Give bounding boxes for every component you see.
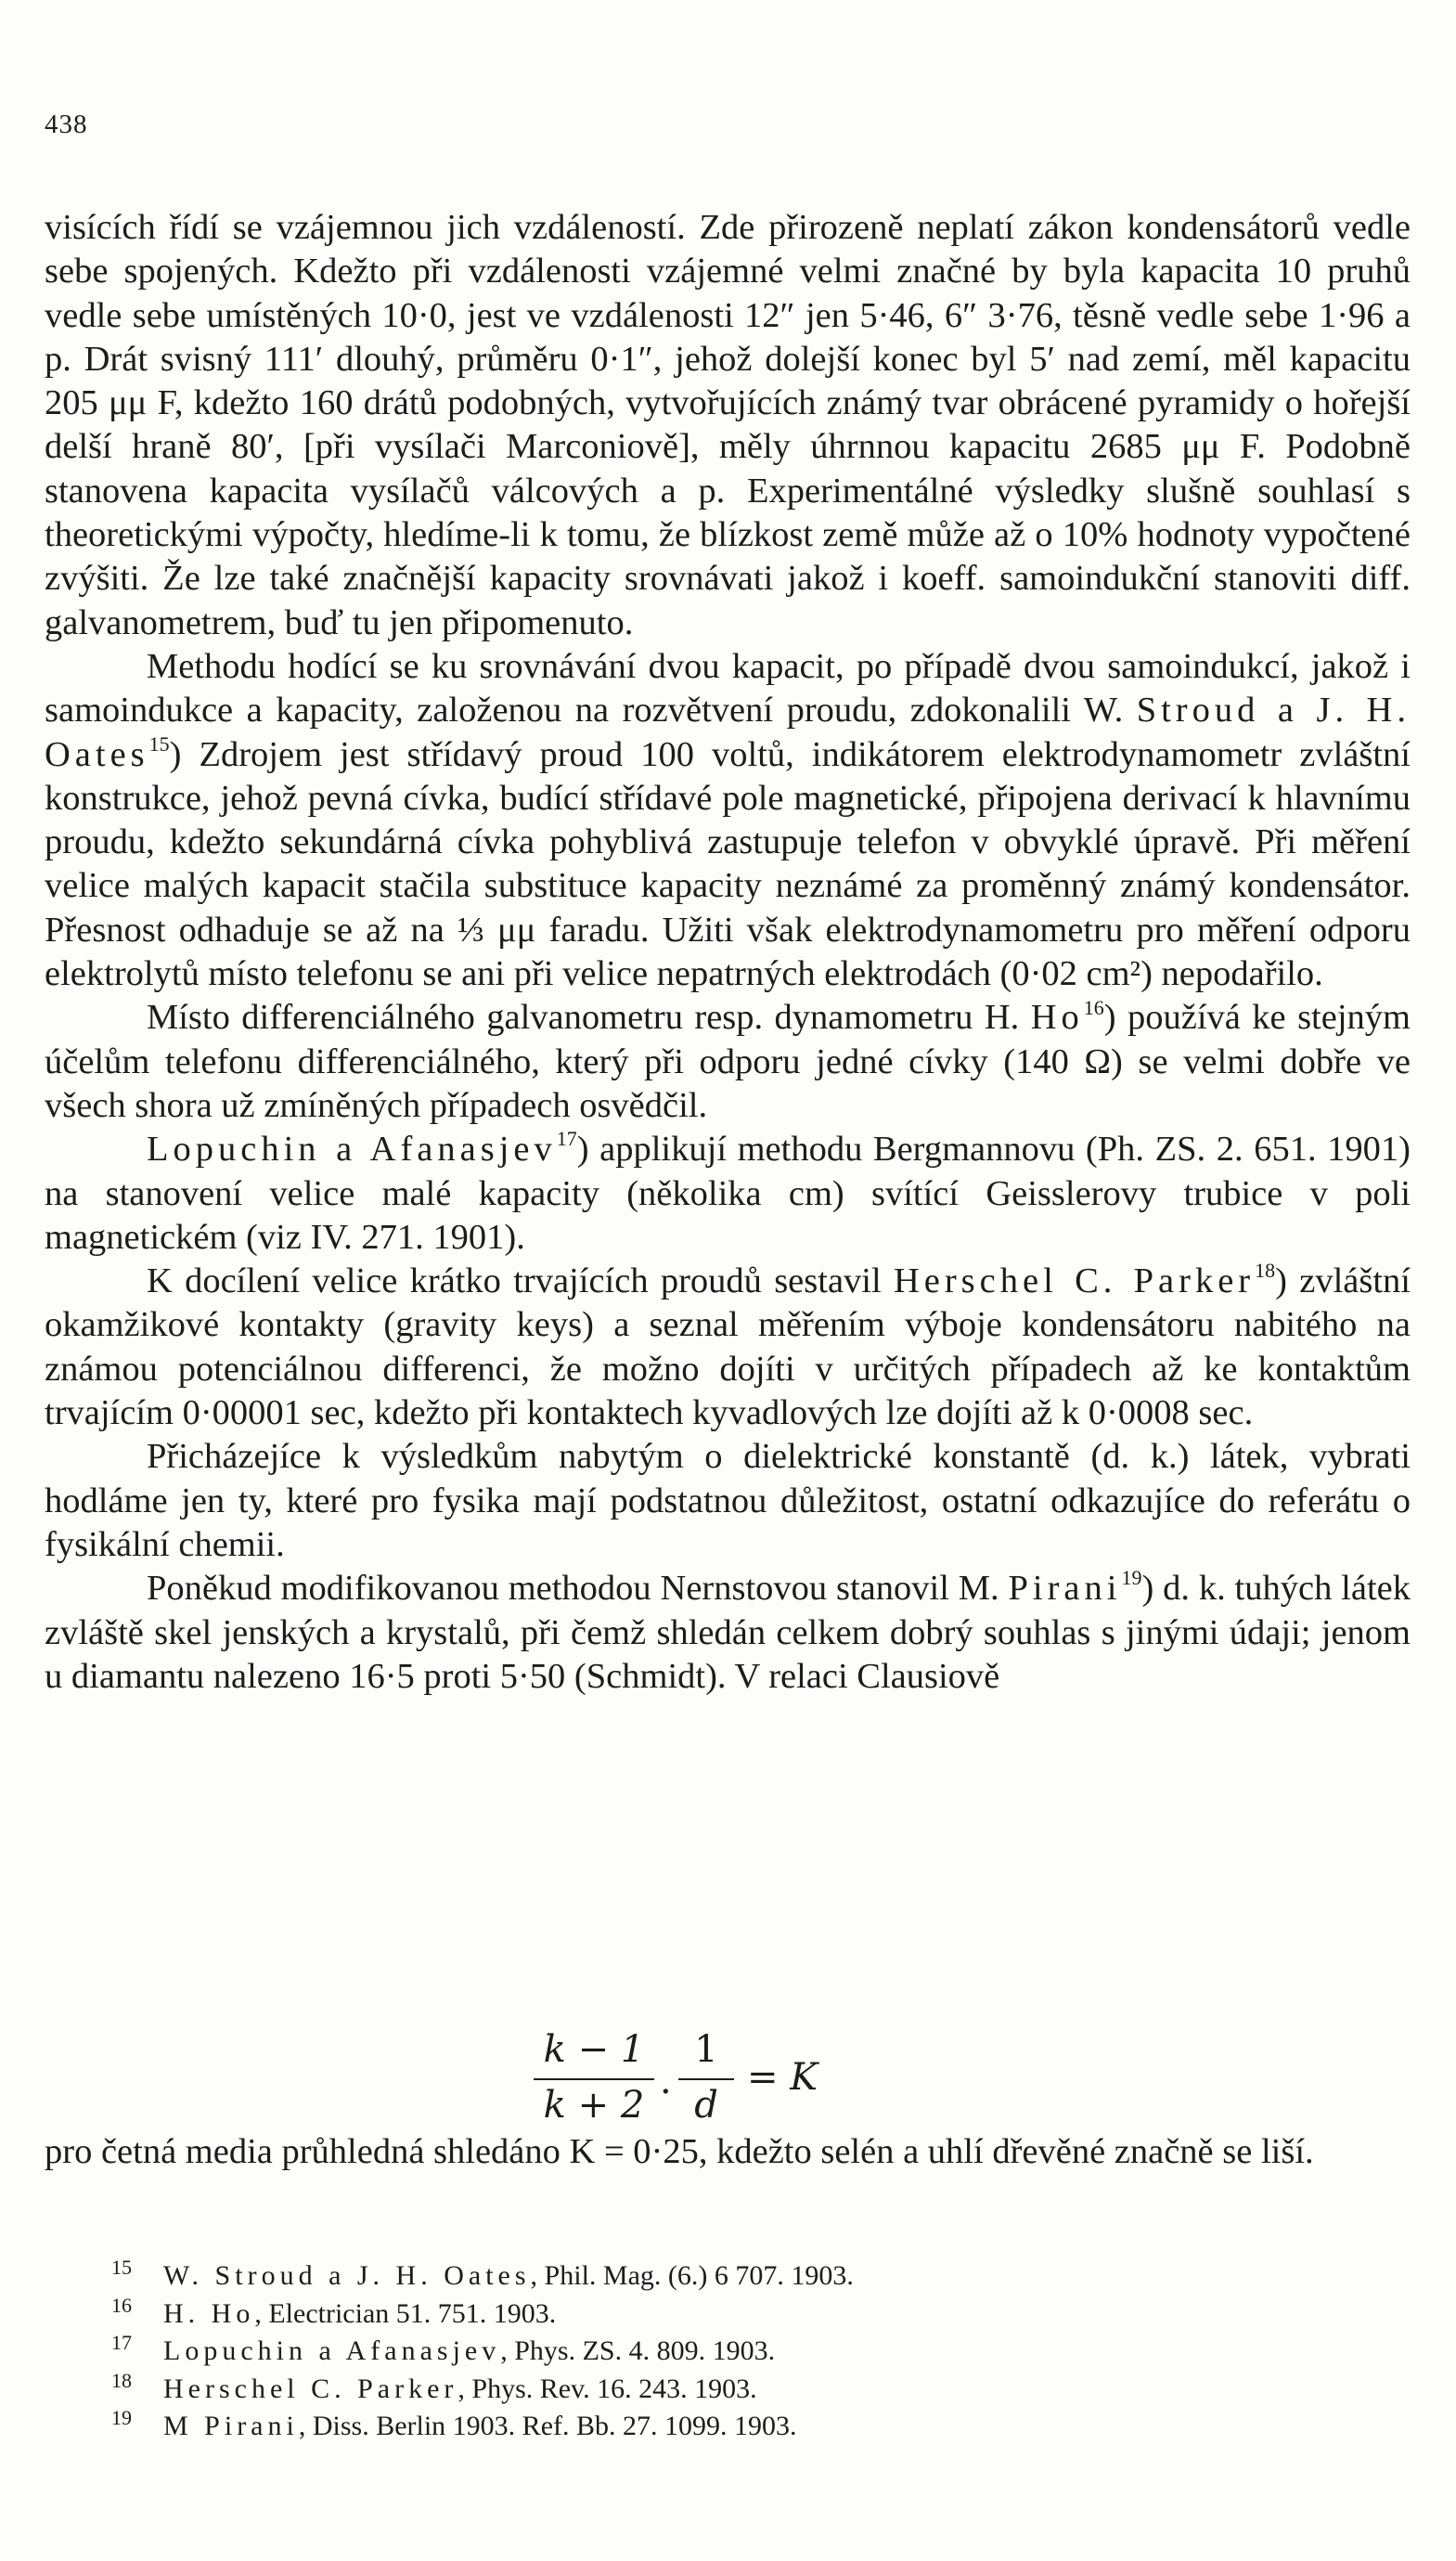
- footnote-author: M Pirani: [163, 2411, 299, 2441]
- footnote-ref: 16: [1083, 995, 1104, 1019]
- paragraph-1-text-a: visících řídí se vzájemnou jich vzdáleností. Zde přirozeně neplatí zákon kondensátorů vedle sebe spojených. Kdežto při vzdálenosti vzájemné velmi značné by byla kapacita 10 pruhů vedle sebe umístěných 10·0, jest ve vzdálenosti 12″ jen 5·46, 6″ 3·76, těsně vedle sebe 1·96 a p. Drát svisný 111′ dlouhý, průměru 0·1″, jehož dolejší konec byl 5′ nad zemí, měl kapacitu 205 μμ F, kdežto 160 drátů podobných, vytvořujících známý tvar obrácené pyramidy o hořejší delší hraně 80′, [při vysílači Marconiově], měly úhrnnou kapacitu 2685 μμ F. Podobně stanovena kapacita vysílačů válcových a p. Experimentálné výsledky slušně souhlasí s theoretickými výpočty, hledíme-li k tomu, že blízkost země může až o 10%: [45, 208, 1411, 555]
- paragraph-5: [45, 1260, 1411, 1435]
- paragraph-2: [45, 645, 1411, 996]
- paragraph-3-text-a: Místo differenciálného galvanometru resp. dynamometru H.: [147, 998, 1031, 1038]
- footnote-author: H. Ho: [163, 2297, 255, 2329]
- author-name: Pirani: [1008, 1569, 1122, 1609]
- footnote-citation: , Phil. Mag. (6.) 6 707. 1903.: [530, 2260, 854, 2291]
- paragraph-7: [45, 1567, 1411, 1699]
- paragraph-2-text-b: ) Zdrojem jest střídavý proud 100 voltů, indikátorem elektrodynamometr zvláštní konstrukce, jehož pevná cívka, budící střídavé pole magnetické, připojena derivací k hlavnímu proudu, kdežto sekundárná cívka pohyblivá zastupuje telefon v obvyklé úpravě. Při měření velice malých kapacit stačila substituce kapacity neznámé za proměnný známý kondensátor. Přesnost odhaduje se až na ⅓ μμ faradu. Užiti však elektrodynamometru pro měření odporu elektrolytů místo telefonu se ani při velice nepatrných elektrodách (0·02 cm²) nepodařilo.: [45, 734, 1411, 994]
- paragraph-6: Přicházejíce k výsledkům nabytým o dielektrické konstantě (d. k.) látek, vybrati hodláme jen ty, které pro fysika mají podstatnou důležitost, ostatní odkazujíce do referátu o fysikální chemii.: [45, 1437, 1411, 1564]
- main-text: [45, 206, 1411, 1699]
- paragraph-1: [45, 206, 1411, 645]
- author-name: Lopuchin a Afanasjev: [147, 1130, 557, 1170]
- paragraph-2-text-a: Methodu hodící se ku srovnávání dvou kapacit, po případě dvou samoindukcí, jakož i samoindukce a kapacity, založenou na rozvětvení proudu, zdokonalili W.: [45, 646, 1411, 731]
- fraction-1-numerator: k − 1: [543, 2028, 645, 2071]
- footnote-16: 16 H. Ho, Electrician 51. 751. 1903.: [111, 2293, 557, 2329]
- formula-rhs: = K: [747, 2056, 818, 2099]
- paragraph-7-text-a: Poněkud modifikovanou methodou Nernstovou stanovil M.: [147, 1569, 1009, 1609]
- footnote-citation: , Electrician 51. 751. 1903.: [254, 2297, 557, 2329]
- paragraph-5-text-a: K docílení velice krátko trvajících proudů sestavil: [147, 1261, 894, 1301]
- paragraph-7-text-b: ) d. k. tuhých látek zvláště skel jenských a krystalů, při čemž shledán celkem dobrý souhlas s jinými údaji; jenom u diamantu nalezeno 16·5 proti 5·50 (Schmidt). V relaci Clausiově: [45, 1569, 1411, 1696]
- footnote-18: 18 Herschel C. Parker, Phys. Rev. 16. 243. 1903.: [111, 2368, 757, 2404]
- footnote-ref: 17: [556, 1127, 577, 1151]
- paragraph-3: [45, 996, 1411, 1128]
- paragraph-1-text-b: hodnoty vypočtené zvýšiti. Že lze také značnější kapacity srovnávati jakož i koeff. samoindukční stanoviti diff. galvanometrem, buď tu jen připomenuto.: [45, 515, 1411, 642]
- clausius-formula: [534, 2028, 905, 2130]
- author-name: Ho: [1030, 998, 1084, 1038]
- footnote-ref: 15: [148, 731, 170, 756]
- paragraph-4: [45, 1128, 1411, 1260]
- footnote-ref: 18: [1255, 1259, 1276, 1283]
- footnote-citation: , Phys. ZS. 4. 809. 1903.: [500, 2335, 776, 2366]
- footnote-17: 17 Lopuchin a Afanasjev, Phys. ZS. 4. 809. 1903.: [111, 2331, 776, 2366]
- footnote-ref: 19: [1121, 1566, 1142, 1590]
- paragraph-3-text-b: ) používá ke stejným účelům telefonu differenciálného, který při odporu jedné cívky (140 Ω) se velmi dobře ve všech shora už zmíněných případech osvědčil.: [45, 998, 1411, 1125]
- fraction-2-numerator: 1: [694, 2028, 718, 2071]
- footnote-author: Herschel C. Parker: [163, 2373, 458, 2404]
- footnote-citation: , Diss. Berlin 1903. Ref. Bb. 27. 1099. 1903.: [298, 2411, 797, 2441]
- footnote-author: Lopuchin a Afanasjev: [163, 2335, 501, 2366]
- formula-dot: ·: [660, 2071, 672, 2114]
- page-number: 438: [45, 110, 88, 139]
- author-name: Herschel C. Parker: [893, 1261, 1256, 1301]
- footnotes: [111, 2257, 1411, 2446]
- paragraph-4-text-b: ) applikují methodu Bergmannovu (Ph. ZS. 2. 651. 1901) na stanovení velice malé kapacity (několika cm) svítící Geisslerovy trubice v poli magnetickém (viz IV. 271. 1901).: [45, 1130, 1411, 1257]
- author-name: Stroud a J. H. Oates: [45, 691, 1411, 774]
- paragraph-8: pro četná media průhledná shledáno K = 0·25, kdežto selén a uhlí dřevěné značně se liší.: [45, 2132, 1314, 2171]
- fraction-2-denominator: d: [694, 2084, 718, 2127]
- paragraph-5-text-b: ) zvláštní okamžikové kontakty (gravity keys) a seznal měřením výboje kondensátoru nabitého na známou potenciálnou differenci, že možno dojíti v určitých případech až ke kontaktům trvajícím 0·00001 sec, kdežto při kontaktech kyvadlových lze dojíti až k 0·0008 sec.: [45, 1261, 1411, 1433]
- footnote-19: 19 M Pirani, Diss. Berlin 1903. Ref. Bb. 27. 1099. 1903.: [111, 2406, 797, 2441]
- footnote-15: 15 W. Stroud a J. H. Oates, Phil. Mag. (6.) 6 707. 1903.: [111, 2256, 854, 2291]
- footnote-author: W. Stroud a J. H. Oates: [163, 2260, 531, 2291]
- after-formula-text: [45, 2130, 1411, 2174]
- fraction-1: [534, 2028, 654, 2130]
- fraction-1-denominator: k + 2: [543, 2084, 645, 2127]
- fraction-2: [678, 2028, 734, 2130]
- fraction-1-bar: [534, 2078, 654, 2080]
- footnote-citation: , Phys. Rev. 16. 243. 1903.: [457, 2373, 757, 2404]
- fraction-2-bar: [678, 2078, 734, 2080]
